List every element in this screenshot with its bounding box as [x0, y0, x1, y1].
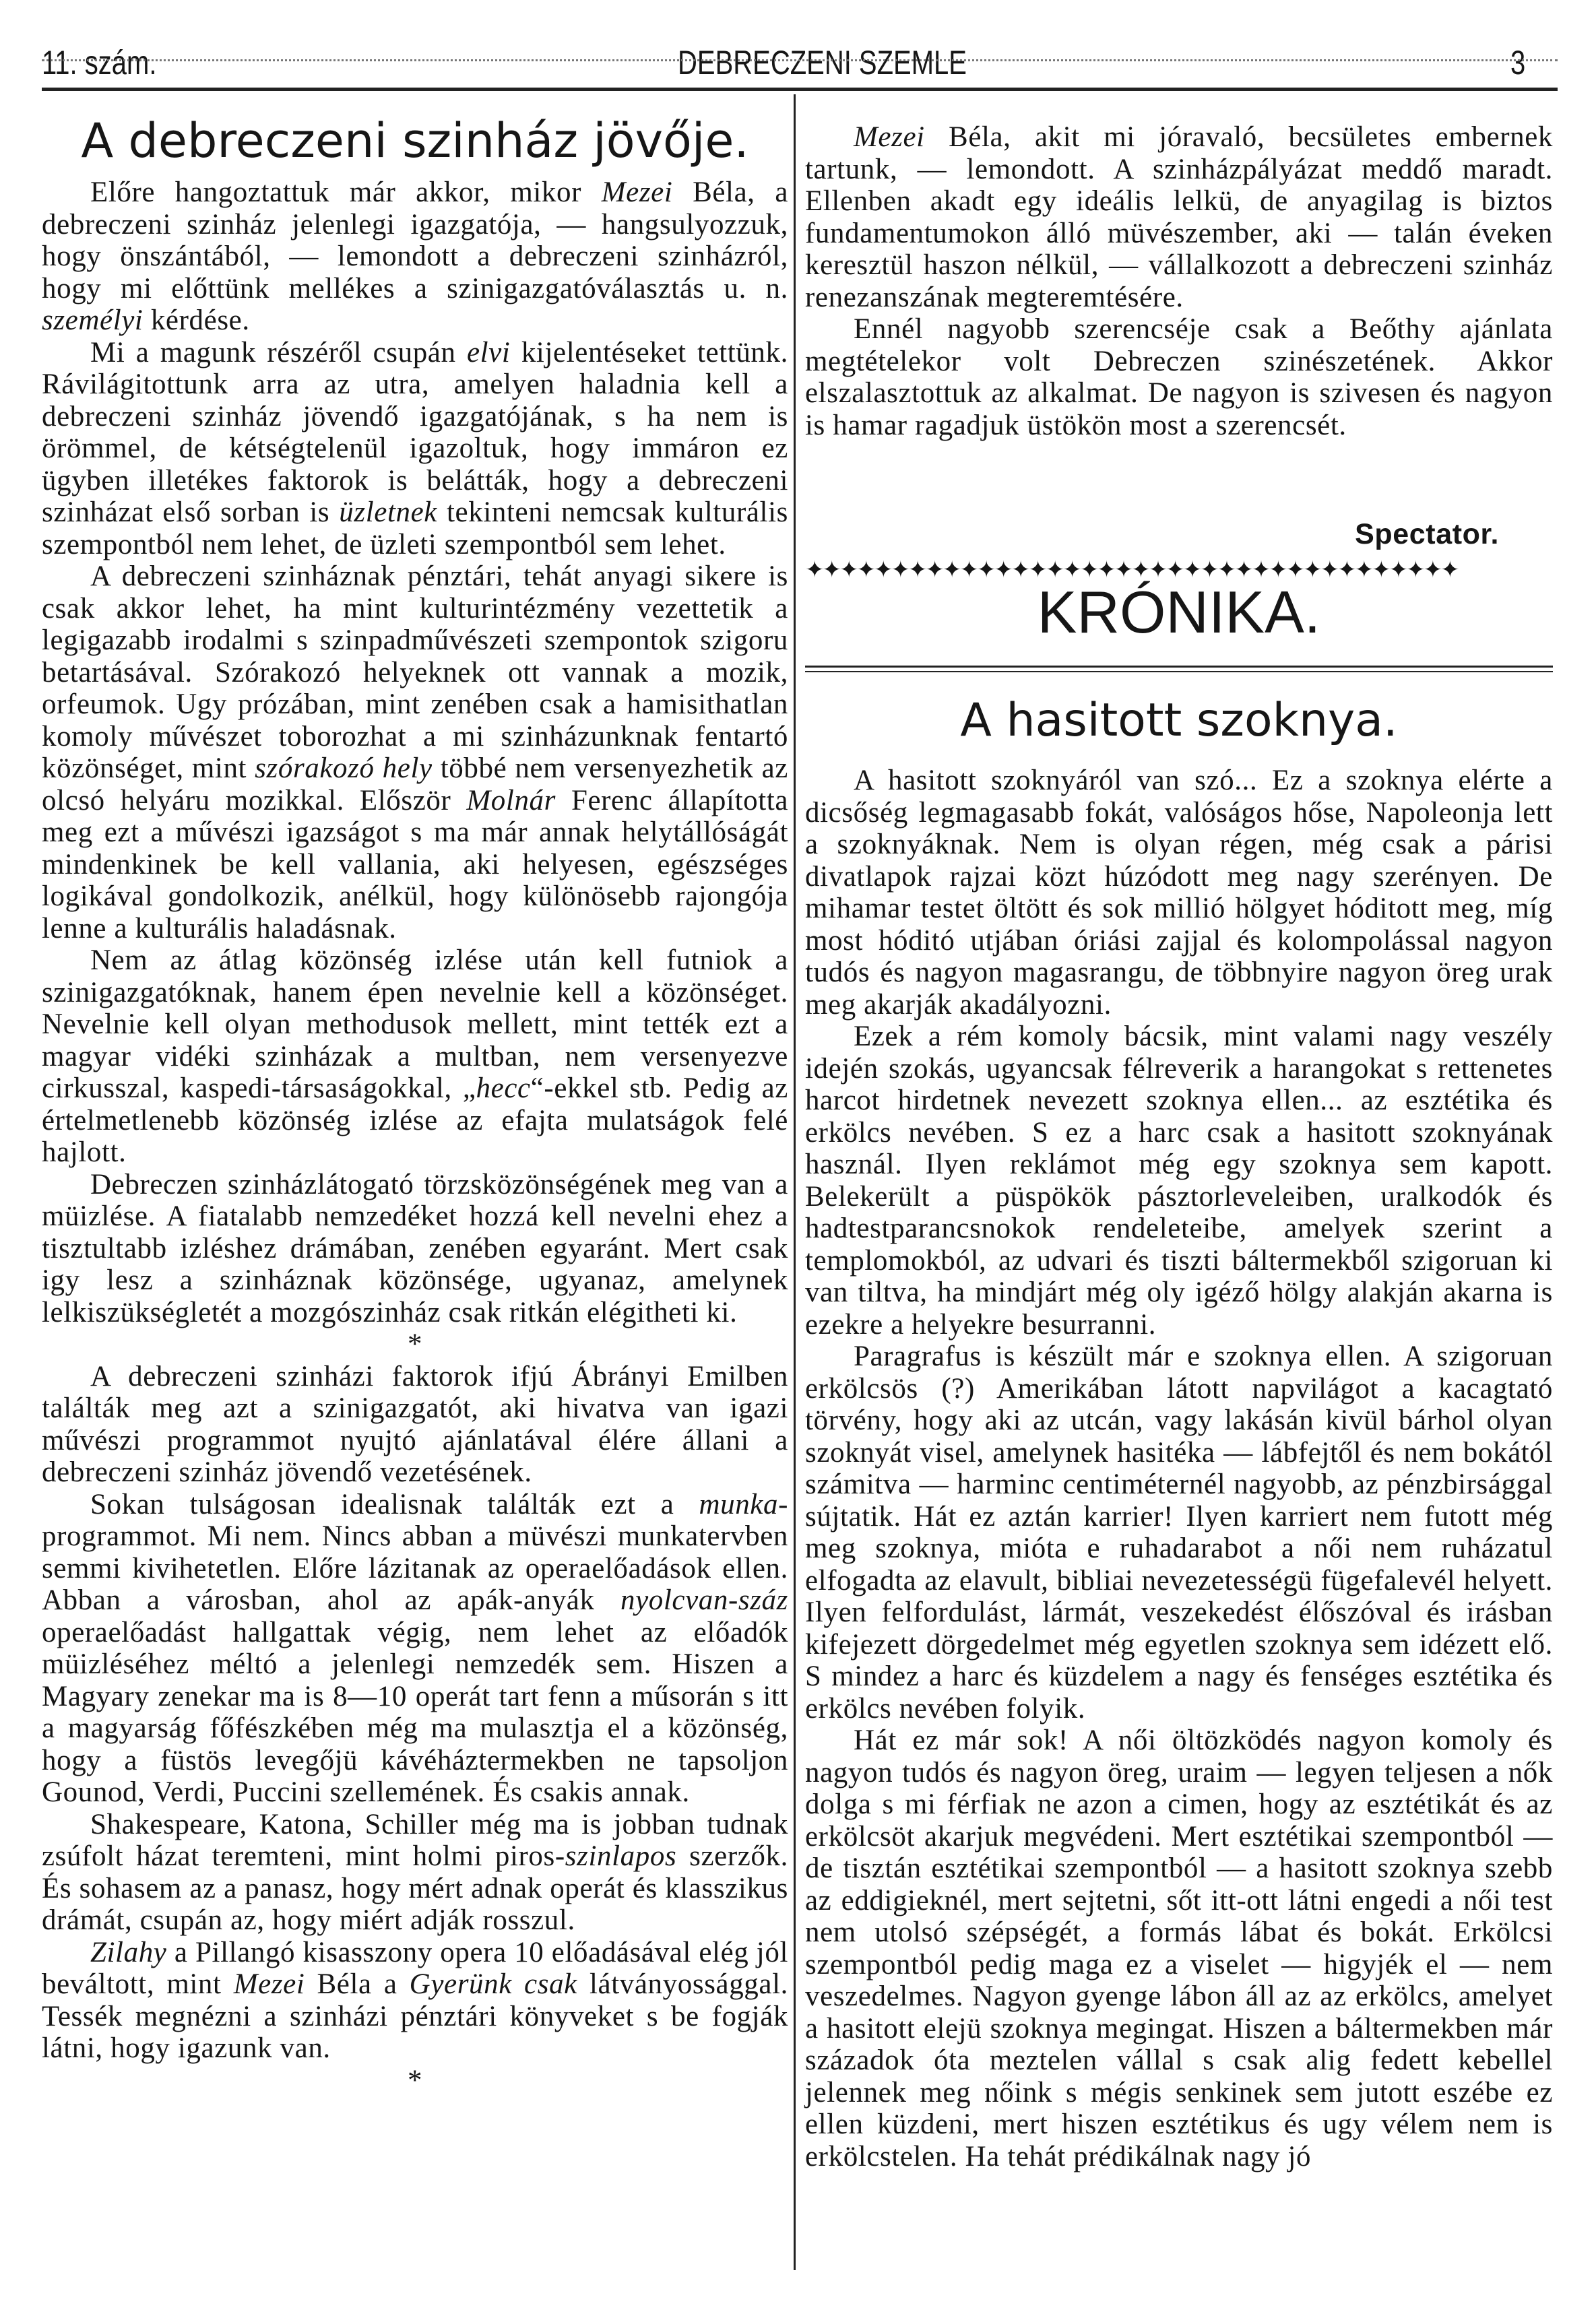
paragraph: Ennél nagyobb szerencséje csak a Beőthy ajánlata megtételekor volt Debreczen szinészetének. Akkor elszalasztottuk az alkalmat. De nagyon is szivesen és nagyon is hamar ragadjuk üstökön most a szerencsét.: [805, 313, 1553, 441]
paragraph: Előre hangoztattuk már akkor, mikor Mezei Béla, a debreczeni szinház jelenlegi igazgatója, — hangsulyozzuk, hogy önszántából, — lemondott a debreczeni szinházról, hogy mi előttünk mellékes a szinigazgatóválasztás u. n. személyi kérdése.: [42, 176, 789, 336]
section-separator-asterisk: *: [407, 2064, 423, 2096]
italic-emphasis: Molnár: [466, 784, 556, 816]
italic-emphasis: Gyerünk csak: [409, 1968, 577, 2000]
italic-emphasis: Mezei: [601, 176, 673, 208]
italic-emphasis: Zilahy: [90, 1936, 167, 1968]
italic-emphasis: munka: [699, 1488, 779, 1520]
masthead: DEBRECZENI SZEMLE: [678, 44, 967, 82]
paragraph: Ezek a rém komoly bácsik, mint valami nagy veszély idején szokás, ugyancsak félreverik a harangokat s rettenetes harcot hirdetnek nevezett szoknya ellen... az esztétika és erkölcs nevében. S ez a harc csak a hasitott szoknyának használ. Ilyen reklámot még egy szoknya sem kapott. Belekerült a püspökök pásztorleveleiben, uralkodók és hadtestparancsnokok rendeleteibe, amelyek szerint a templomokból, az udvari és tiszti báltermekből szigoruan ki van tiltva, ha mindjárt még oly igéző hölgy alakján akarna is ezekre a helyekre besurranni.: [805, 1021, 1553, 1341]
ornament-divider: ✦✦✦✦✦✦✦✦✦✦✦✦✦✦✦✦✦✦✦✦✦✦✦✦✦✦✦✦✦✦✦✦✦✦✦✦✦✦: [805, 558, 1458, 583]
italic-emphasis: üzletnek: [339, 496, 437, 528]
paragraph: Mi a magunk részéről csupán elvi kijelentéseket tettünk. Rávilágitottunk arra az utra, amelyen haladnia kell a debreczeni szinház jövendő igazgatójának, s ha nem is örömmel, de kétségtelenül igazoltuk, hogy immáron ez ügyben illetékes faktorok is belátták, hogy a debreczeni szinházat első sorban is üzletnek tekinteni nemcsak kulturális szempontból nem lehet, de üzleti szempontból sem lehet.: [42, 336, 788, 560]
header-rule: [42, 88, 1558, 91]
italic-emphasis: Mezei: [854, 121, 925, 153]
signature-block: [805, 519, 1553, 551]
article-title-szoknya: A hasitott szoknya.: [960, 694, 1398, 747]
paragraph: Paragrafus is készült már e szoknya ellen. A szigoruan erkölcsös (?) Amerikában látott napvilágot a kacagtató törvény, hogy aki az utcán, vagy lakásán kivül bárhol olyan szoknyát visel, amelynek hasitéka — lábfejtől és nem bokától számitva — harminc centiméternél nagyobb, az pénzbirsággal sújtatik. Hát ez aztán karrier! Ilyen karriert nem futott még meg szoknya, mióta e ruhadarabot a női nem ruházatul elfogadta az elavult, bibliai nevezetességü fügefalevél helyett. Ilyen felfordulást, lármát, veszekedést élőszóval és irásban kifejezett dörgedelmet még egyetlen szoknya sem idézett elő. S mindez a harc és küzdelem a nagy és fenséges esztétika és erkölcs nevében folyik.: [805, 1341, 1553, 1725]
paragraph: Sokan tulságosan idealisnak találták ezt a munka-programmot. Mi nem. Nincs abban a müvészi munkatervben semmi kivihetetlen. Előre lázitanak az operaelőadások ellen. Abban a városban, ahol az apák-anyák nyolcvan-száz operaelőadást hallgattak végig, nem lehet az előadók müizléséhez méltó a jelenlegi nemzedék sem. Hiszen a Magyary zenekar ma is 8—10 operát tart fenn a műsorán s itt a magyarság főfészkében még ma mulasztja el a közönség, hogy a füstös levegőjü kávéháztermekben ne tapsoljon Gounod, Verdi, Puccini szellemének. És csakis annak.: [42, 1488, 788, 1808]
paragraph: Hát ez már sok! A női öltözködés nagyon komoly és nagyon tudós és nagyon öreg, uraim — legyen teljesen a nők dolga s mi férfiak ne azon a cimen, hogy az esztétikát és az erkölcsöt akarjuk megvédeni. Mert esztétikai szempontból — de tisztán esztétikai szempontból — a hasitott szoknya szebb az eddigieknél, mert sejtetni, sőt itt-ott látni engedi a női test nem utolsó szépségét, a formás lábat és bokát. Erkölcsi szempontból pedig maga ez a viselet — higyjék el — nem veszedelmes. Nagyon gyenge lábon áll az az erkölcs, amelyet a hasitott elejü szoknya megingat. Hiszen a báltermekben már századok óta meztelen vállal s csak alig fedett kebellel jelennek meg nőink s mégis senkinek sem jutott eszébe ez ellen küzdeni, mert hiszen esztétikus és ugy vélem nem is erkölcstelen. Ha tehát prédikálnak nagy jó: [805, 1725, 1553, 2172]
paragraph: Nem az átlag közönség izlése után kell futniok a szinigazgatóknak, hanem épen nevelnie kell a közönséget. Nevelnie kell olyan methodusok mellett, mint tették ezt a magyar vidéki szinházak a multban, nem versenyezve cirkusszal, kaspedi-társaságokkal, „hecc“-ekkel stb. Pedig az értelmetlenebb közönség izlése az efajta mulatságok felé hajlott.: [42, 944, 788, 1168]
italic-emphasis: szinlapos: [565, 1840, 677, 1872]
column-divider: [794, 94, 796, 2270]
header-dotted-line: [42, 59, 1558, 61]
paragraph: Shakespeare, Katona, Schiller még ma is jobban tudnak zsúfolt házat teremteni, mint holmi piros-szinlapos szerzők. És sohasem az a panasz, hogy mért adnak operát és klasszikus drámát, csupán az, hogy miért adják rosszul.: [42, 1808, 788, 1936]
paragraph: A debreczeni szinháznak pénztári, tehát anyagi sikere is csak akkor lehet, ha mint kulturintézmény vezettetik a legigazabb irodalmi s szinpadművészeti szempontok szigoru betartásával. Szórakozó helyeknek ott vannak a mozik, orfeumok. Ugy prózában, mint zenében csak a hamisithatlan komoly művészet toborozhat a mi szinházunknak fentartó közönséget, mint szórakozó hely többé nem versenyezhetik az olcsó helyáru mozikkal. Először Molnár Ferenc állapította meg ezt a művészi igazságot s ma már annak helytállóságát mindenkinek be kell vallania, aki helyesen, egészséges logikával gondolkozik, anélkül, hogy különösebb rajongója lenne a kulturális haladásnak.: [42, 560, 789, 944]
italic-emphasis: személyi: [42, 304, 143, 336]
section-double-rule: [805, 666, 1553, 672]
italic-emphasis: nyolcvan-száz: [620, 1584, 788, 1616]
italic-emphasis: hecc: [476, 1072, 531, 1104]
right-column-article: [805, 765, 1553, 2172]
paragraph: A debreczeni szinházi faktorok ifjú Ábrányi Emilben találták meg azt a szinigazgatót, aki hivatva van igazi művészi programmot nyujtó ajánlatával élére állani a debreczeni szinház jövendő vezetésének.: [42, 1360, 788, 1488]
page-number: 3: [1510, 44, 1526, 82]
italic-emphasis: szórakozó hely: [255, 752, 433, 784]
paragraph: A hasitott szoknyáról van szó... Ez a szoknya elérte a dicsőség legmagasabb fokát, valóságos hőse, Napoleonja lett a szoknyáknak. Nem is olyan régen, még csak a párisi divatlapok rajzai közt húzódott meg nagy szerényen. De mihamar testet öltött és sok millió hölgyet hóditott meg, míg most hóditó utjában óriási zajjal és kolompolással nagyon tudós és nagyon magasrangu, de többnyire nagyon öreg urak meg akarják akadályozni.: [805, 765, 1553, 1021]
left-column: [42, 176, 788, 2096]
right-column-continuation: [805, 121, 1553, 441]
section-separator-asterisk: *: [407, 1328, 423, 1360]
paragraph: Zilahy a Pillangó kisasszony opera 10 előadásával elég jól beváltott, mint Mezei Béla a Gyerünk csak látványossággal. Tessék megnézni a szinházi pénztári könyveket s be fogják látni, hogy igazunk van.: [42, 1936, 788, 2064]
article-title-szinhaz: A debreczeni szinház jövője.: [81, 113, 749, 168]
signature: Spectator.: [1355, 518, 1499, 550]
section-title-kronika: KRÓNIKA.: [1037, 579, 1321, 645]
running-header: [42, 35, 1526, 82]
paragraph: Mezei Béla, akit mi jóravaló, becsületes embernek tartunk, — lemondott. A szinházpályázat meddő maradt. Ellenben akadt egy ideális lelkü, de anyagilag is biztos fundamentumokon álló müvészember, aki — talán éveken keresztül haszon nélkül, — vállalkozott a debreczeni szinház renezanszának megteremtésére.: [805, 121, 1553, 313]
issue-number: 11. szám.: [42, 44, 157, 82]
italic-emphasis: elvi: [466, 336, 511, 368]
paragraph: Debreczen szinházlátogató törzsközönségének meg van a müizlése. A fiatalabb nemzedéket hozzá kell nevelni ehez a tisztultabb izléshez drámában, zenében egyaránt. Mert csak igy lesz a szinháznak közönsége, ugyanaz, amelynek lelkiszükségletét a mozgószinház csak ritkán elégitheti ki.: [42, 1168, 788, 1328]
italic-emphasis: Mezei: [233, 1968, 305, 2000]
